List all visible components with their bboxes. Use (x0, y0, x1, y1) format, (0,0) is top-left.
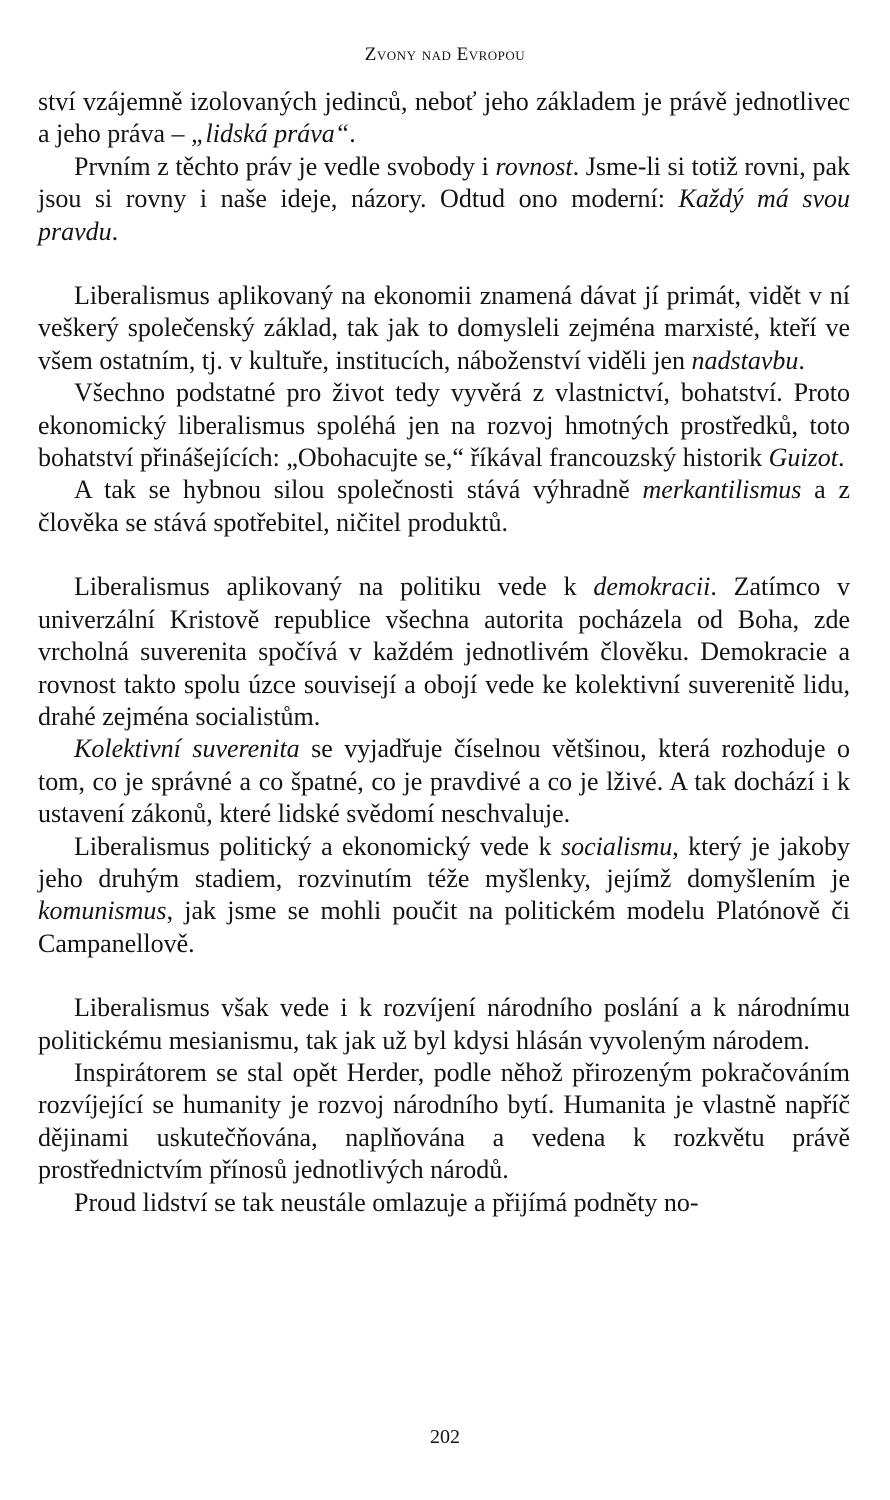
paragraph (38, 377, 850, 474)
text-run: se vyjadřuje číselnou většinou, která rozhoduje o tom, co je správné a co špatné, co je pravdivé a co je lživé. A tak dochází i k ustavení zákonů, které lidské svědomí neschvaluje. (38, 734, 850, 829)
text-run: . (349, 119, 356, 149)
paragraph (38, 151, 850, 248)
paragraph (38, 831, 850, 961)
emphasis-text: demokracii (593, 572, 711, 602)
paragraph (38, 733, 850, 830)
emphasis-text: nadstavbu (691, 345, 799, 375)
paragraph (38, 280, 850, 377)
emphasis-text: Kolektivní suverenita (74, 734, 300, 764)
text-run: Inspirátorem se stal opět Herder, podle něhož přirozeným pokračováním rozvíjející se humanity je rozvoj národního bytí. Humanita je vlastně napříč dějinami uskutečňována, naplňována a vedena k rozkvětu právě prostřednictvím přínosů jednotlivých národů. (38, 1057, 850, 1185)
emphasis-text: rovnost (495, 151, 573, 181)
paragraph (38, 992, 850, 1057)
paragraph (38, 474, 850, 539)
text-run: Všechno podstatné pro život tedy vyvěrá z vlastnictví, bohatství. Proto ekonomický liberalismus spoléhá jen na rozvoj hmotných prostředků, toto bohatství přinášejících: „Obohacujte se,“ říkával francouzský historik (38, 378, 850, 473)
text-run: a z člověka se stává spotřebitel, ničitel produktů. (38, 475, 850, 537)
text-run: Liberalismus aplikovaný na politiku vede k (74, 572, 594, 602)
text-run: . (838, 443, 845, 473)
paragraph (38, 1187, 850, 1219)
page-number: 202 (430, 1426, 460, 1448)
paragraph (38, 86, 850, 151)
paragraph (38, 571, 850, 733)
running-header: Zvony nad Evropou (364, 44, 526, 65)
text-run: ství vzájemně izolovaných jedinců, neboť jeho základem je právě jednotlivec a jeho práva – (38, 87, 850, 149)
text-run: , jak jsme se mohli poučit na politickém modelu Platónově či Campanellově. (38, 896, 850, 958)
text-run: Liberalismus politický a ekonomický vede k (74, 831, 561, 861)
text-run: Liberalismus aplikovaný na ekonomii znamená dávat jí primát, vidět v ní veškerý společenský základ, tak jak to domysleli zejména marxisté, kteří ve všem ostatním, tj. v kultuře, institucích, náboženství viděli jen (38, 281, 850, 375)
text-run: Liberalismus však vede i k rozvíjení národního poslání a k národnímu politickému mesianismu, tak jak už byl kdysi hlásán vyvoleným národem. (38, 993, 850, 1055)
emphasis-text: Guizot (768, 443, 838, 473)
emphasis-text: „lidská práva“ (191, 119, 350, 149)
paragraph (38, 1057, 850, 1187)
text-run: . Jsme-li si totiž rovni, pak jsou si rovny i naše ideje, názory. Odtud ono moderní: (38, 151, 850, 214)
body-text (38, 86, 850, 1219)
emphasis-text: komunismus (38, 896, 167, 926)
text-run: Proud lidství se tak neustále omlazuje a přijímá podněty no- (74, 1187, 699, 1217)
text-run: . Zatímco v univerzální Kristově republice všechna autorita pocházela od Boha, zde vrcholná suverenita spočívá v každém jednotlivém člověku. Demokracie a rovnost takto spolu úzce souvisejí a obojí vede ke kolektivní suverenitě lidu, drahé zejména socialistům. (38, 572, 850, 731)
emphasis-text: merkantilismus (642, 475, 802, 505)
text-run: , který je jakoby jeho druhým stadiem, rozvinutím téže myšlenky, jejímž domyšlením je (38, 831, 850, 893)
text-run: . (798, 345, 805, 375)
text-run: A tak se hybnou silou společnosti stává výhradně (74, 475, 643, 505)
emphasis-text: Každý má svou pravdu (38, 184, 850, 246)
text-run: Prvním z těchto práv je vedle svobody i (74, 151, 496, 181)
text-run: . (111, 216, 119, 246)
emphasis-text: socialismu (560, 831, 673, 861)
